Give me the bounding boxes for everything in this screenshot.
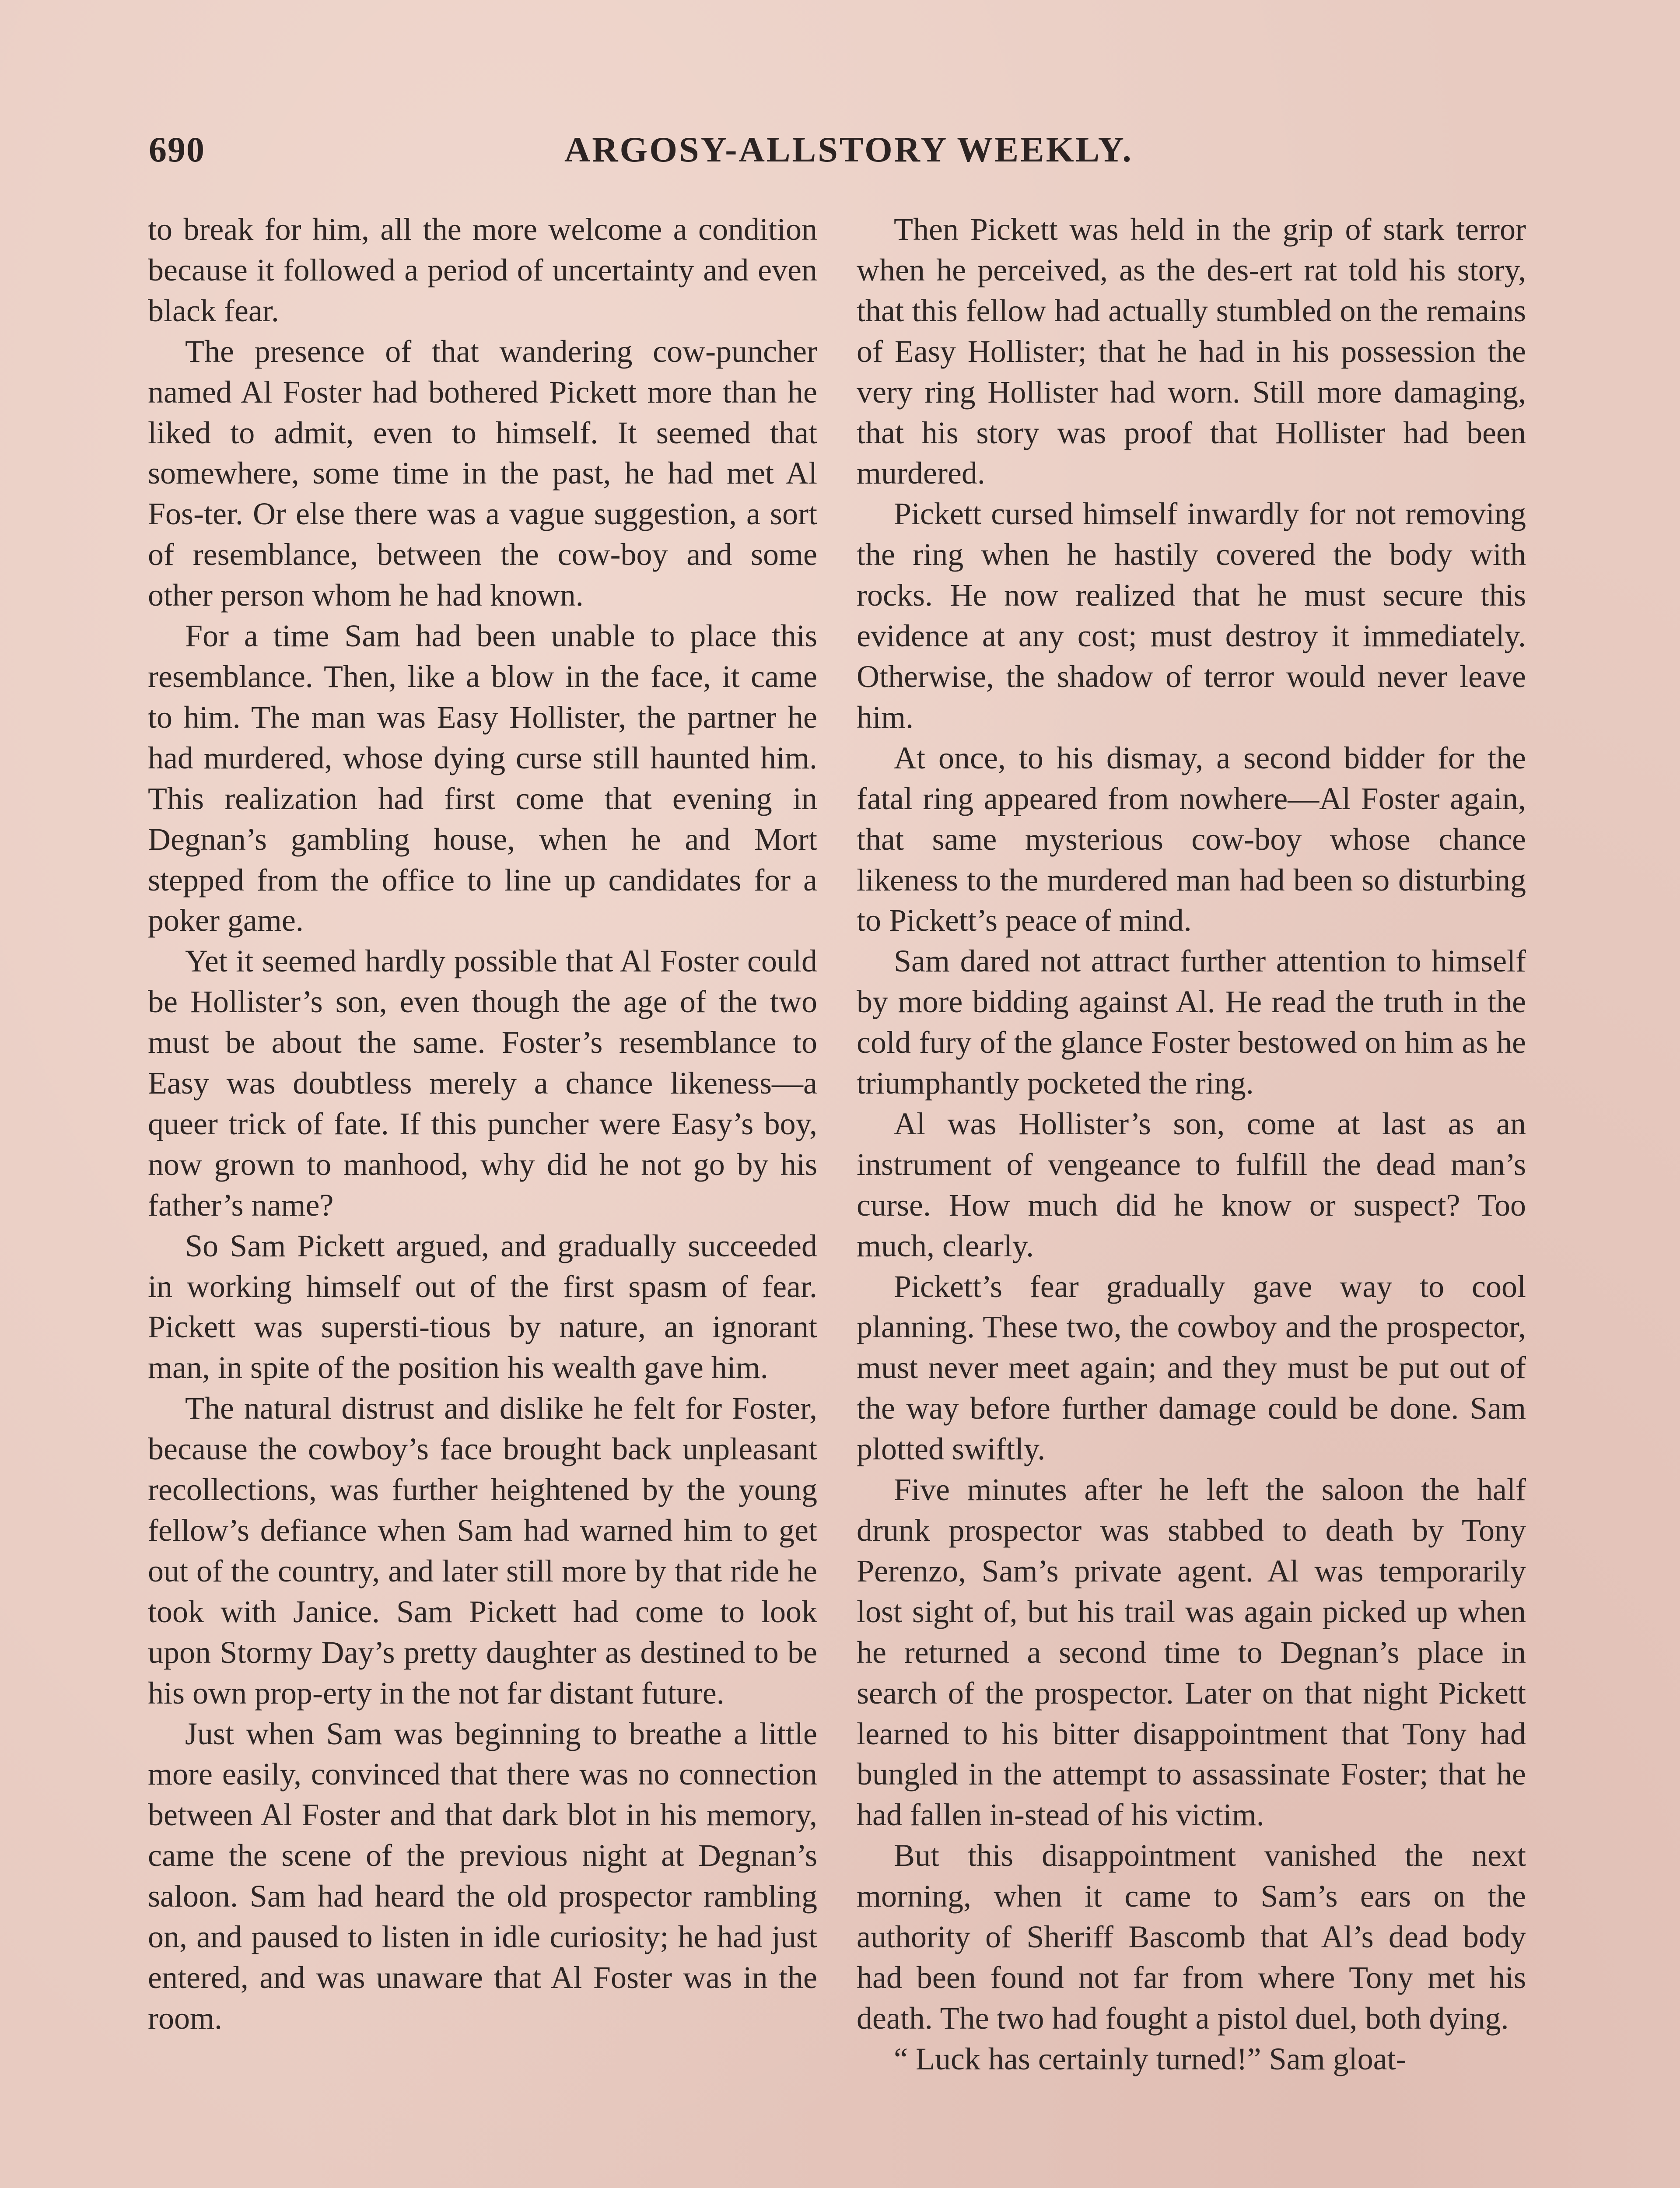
- paragraph: Five minutes after he left the saloon the half drunk prospector was stabbed to death by Tony Perenzo, Sam’s private agent. Al was temporarily lost sight of, but his trail was again picked up when he returned a second time to Degnan’s place in search of the prospector. Later on that night Pickett learned to his bitter disappointment that Tony had bungled in the attempt to assassinate Foster; that he had fallen in-stead of his victim.: [857, 1472, 1526, 1833]
- paragraph: Pickett cursed himself inwardly for not removing the ring when he hastily covered the body with rocks. He now realized that he must secure this evidence at any cost; must destroy it immediately. Otherwise, the shadow of terror would never leave him.: [857, 496, 1526, 735]
- paragraph: Just when Sam was beginning to breathe a little more easily, convinced that there was no connection between Al Foster and that dark blot in his memory, came the scene of the previous night at Degnan’s saloon. Sam had heard the old prospector rambling on, and paused to listen in idle curiosity; he had just entered, and was unaware that Al Foster was in the room.: [148, 1716, 817, 2036]
- paragraph: to break for him, all the more welcome a condition because it followed a period of uncertainty and even black fear.: [148, 212, 817, 328]
- paragraph: So Sam Pickett argued, and gradually succeeded in working himself out of the first spasm of fear. Pickett was supersti-tious by nature, an ignorant man, in spite of the position his wealth gave him.: [148, 1228, 817, 1385]
- paragraph: The presence of that wandering cow-puncher named Al Foster had bothered Pickett more than he liked to admit, even to himself. It seemed that somewhere, some time in the past, he had met Al Fos-ter. Or else there was a vague suggestion, a sort of resemblance, between the cow-boy and some other person whom he had known.: [148, 333, 817, 613]
- text-column-right: [857, 209, 1526, 2079]
- text-column-left: [148, 209, 817, 2039]
- paragraph: Pickett’s fear gradually gave way to cool planning. These two, the cowboy and the prospector, must never meet again; and they must be put out of the way before further damage could be done. Sam plotted swiftly.: [857, 1269, 1526, 1467]
- page-number: 690: [149, 130, 205, 169]
- paragraph: For a time Sam had been unable to place this resemblance. Then, like a blow in the face, it came to him. The man was Easy Hollister, the partner he had murdered, whose dying curse still haunted him. This realization had first come that evening in Degnan’s gambling house, when he and Mort stepped from the office to line up candidates for a poker game.: [148, 618, 817, 938]
- paragraph: At once, to his dismay, a second bidder for the fatal ring appeared from nowhere—Al Foster again, that same mysterious cow-boy whose chance likeness to the murdered man had been so disturbing to Pickett’s peace of mind.: [857, 740, 1526, 938]
- paragraph: Then Pickett was held in the grip of stark terror when he perceived, as the des-ert rat told his story, that this fellow had actually stumbled on the remains of Easy Hollister; that he had in his possession the very ring Hollister had worn. Still more damaging, that his story was proof that Hollister had been murdered.: [857, 212, 1526, 491]
- paragraph: “ Luck has certainly turned!” Sam gloat-: [894, 2041, 1407, 2076]
- paragraph: Yet it seemed hardly possible that Al Foster could be Hollister’s son, even though the age of the two must be about the same. Foster’s resemblance to Easy was doubtless merely a chance likeness—a queer trick of fate. If this puncher were Easy’s boy, now grown to manhood, why did he not go by his father’s name?: [148, 943, 817, 1223]
- page-header: [149, 129, 1536, 182]
- running-head: ARGOSY-ALLSTORY WEEKLY.: [564, 130, 1133, 169]
- paragraph: Sam dared not attract further attention to himself by more bidding against Al. He read the truth in the cold fury of the glance Foster bestowed on him as he triumphantly pocketed the ring.: [857, 943, 1526, 1101]
- paragraph: But this disappointment vanished the next morning, when it came to Sam’s ears on the authority of Sheriff Bascomb that Al’s dead body had been found not far from where Tony met his death. The two had fought a pistol duel, both dying.: [857, 1838, 1526, 2036]
- paragraph: Al was Hollister’s son, come at last as an instrument of vengeance to fulfill the dead man’s curse. How much did he know or suspect? Too much, clearly.: [857, 1106, 1526, 1263]
- paragraph: The natural distrust and dislike he felt for Foster, because the cowboy’s face brought back unpleasant recollections, was further heightened by the young fellow’s defiance when Sam had warned him to get out of the country, and later still more by that ride he took with Janice. Sam Pickett had come to look upon Stormy Day’s pretty daughter as destined to be his own prop-erty in the not far distant future.: [148, 1391, 817, 1711]
